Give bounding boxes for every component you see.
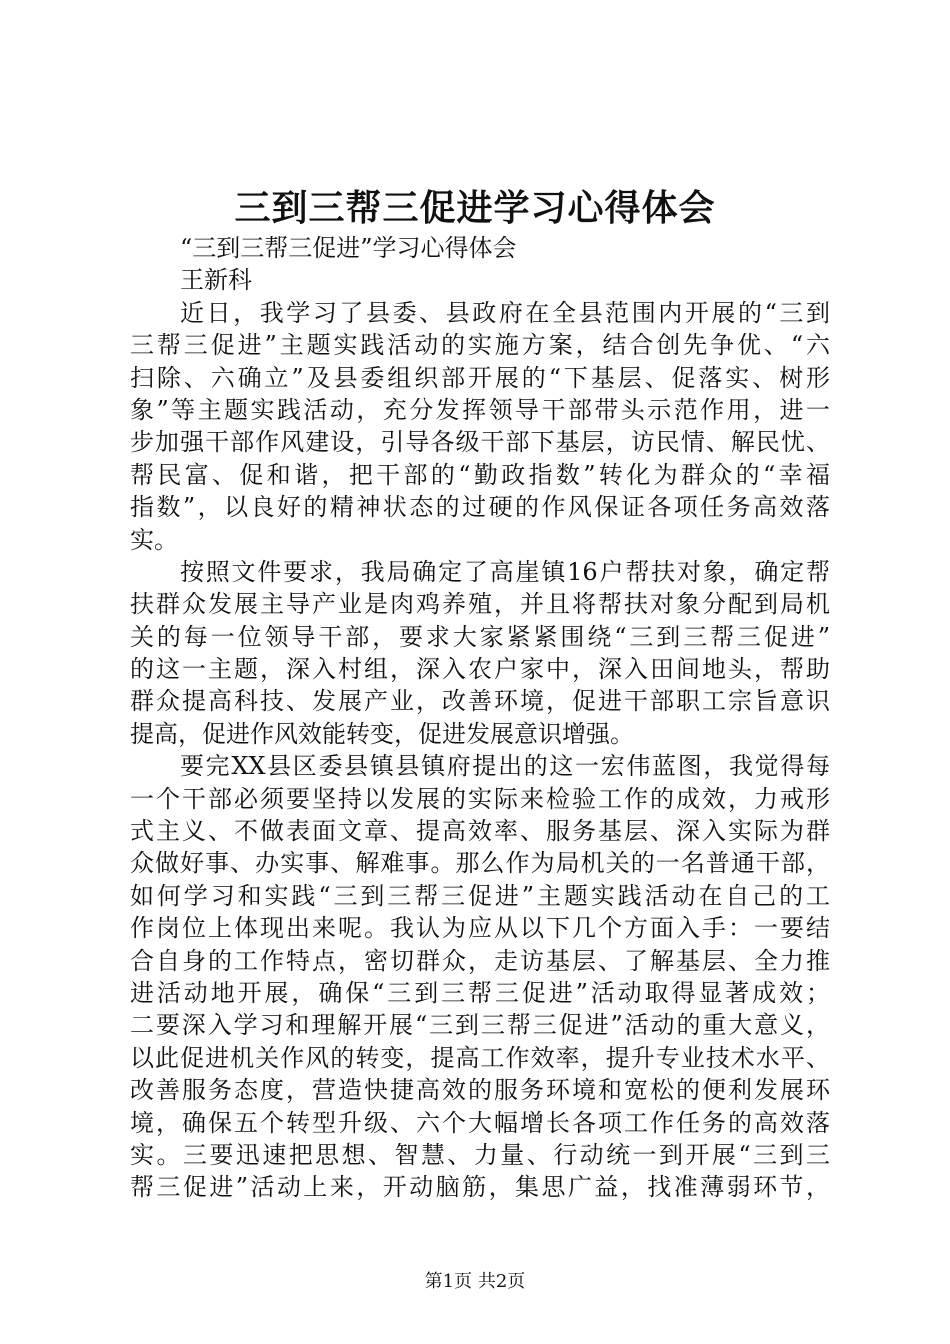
paragraph-3-line-6: 作岗位上体现出来呢。我认为应从以下几个方面入手：一要结	[130, 914, 830, 943]
paragraph-3-line-11: 改善服务态度，营造快捷高效的服务环境和宽松的便利发展环	[130, 1076, 830, 1105]
document-author: 王新科	[180, 266, 252, 295]
paragraph-3-line-8: 进活动地开展，确保“三到三帮三促进”活动取得显著成效；	[130, 978, 830, 1007]
paragraph-3-line-9: 二要深入学习和理解开展“三到三帮三促进”活动的重大意义，	[130, 1011, 830, 1040]
document-body	[130, 232, 830, 1204]
paragraph-1-line-7: 指数”，以良好的精神状态的过硬的作风保证各项任务高效落	[130, 493, 830, 522]
paragraph-1-line-1: 近日，我学习了县委、县政府在全县范围内开展的“三到	[180, 298, 830, 327]
page-number-indicator: 第1页 共2页	[424, 1271, 526, 1292]
paragraph-1-line-6: 帮民富、促和谐，把干部的“勤政指数”转化为群众的“幸福	[130, 460, 830, 489]
paragraph-2-line-1: 按照文件要求，我局确定了高崖镇16户帮扶对象，确定帮	[180, 557, 830, 586]
paragraph-3-line-3: 式主义、不做表面文章、提高效率、服务基层、深入实际为群	[130, 817, 830, 846]
paragraph-3-line-2: 一个干部必须要坚持以发展的实际来检验工作的成效，力戒形	[130, 784, 830, 813]
paragraph-2-line-2: 扶群众发展主导产业是肉鸡养殖，并且将帮扶对象分配到局机	[130, 590, 830, 619]
paragraph-3-line-4: 众做好事、办实事、解难事。那么作为局机关的一名普通干部，	[130, 849, 830, 878]
paragraph-3-line-12: 境，确保五个转型升级、六个大幅增长各项工作任务的高效落	[130, 1108, 830, 1137]
page-footer	[0, 1270, 950, 1294]
paragraph-1-line-3: 扫除、六确立”及县委组织部开展的“下基层、促落实、树形	[130, 363, 830, 392]
paragraph-3-line-5: 如何学习和实践“三到三帮三促进”主题实践活动在自己的工	[130, 881, 830, 910]
paragraph-3-line-10: 以此促进机关作风的转变，提高工作效率，提升专业技术水平、	[130, 1043, 830, 1072]
paragraph-2-line-3: 关的每一位领导干部，要求大家紧紧围绕“三到三帮三促进”	[130, 622, 830, 651]
paragraph-2-line-5: 群众提高科技、发展产业，改善环境，促进干部职工宗旨意识	[130, 687, 830, 716]
paragraph-1-line-5: 步加强干部作风建设，引导各级干部下基层，访民情、解民忧、	[130, 428, 830, 457]
paragraph-3-line-13: 实。三要迅速把思想、智慧、力量、行动统一到开展“三到三	[130, 1140, 830, 1169]
document-title: 三到三帮三促进学习心得体会	[234, 187, 716, 229]
paragraph-2-line-6: 提高，促进作风效能转变，促进发展意识增强。	[130, 719, 634, 748]
paragraph-3-line-14: 帮三促进”活动上来，开动脑筋，集思广益，找准薄弱环节，	[130, 1173, 830, 1202]
paragraph-3-line-7: 合自身的工作特点，密切群众，走访基层、了解基层、全力推	[130, 946, 830, 975]
paragraph-1-line-4: 象”等主题实践活动，充分发挥领导干部带头示范作用，进一	[130, 395, 830, 424]
paragraph-2-line-4: 的这一主题，深入村组，深入农户家中，深入田间地头，帮助	[130, 655, 830, 684]
document-subtitle: “三到三帮三促进”学习心得体会	[180, 234, 517, 262]
paragraph-3-line-1: 要完XX县区委县镇县镇府提出的这一宏伟蓝图，我觉得每	[180, 752, 830, 781]
paragraph-1-line-2: 三帮三促进”主题实践活动的实施方案，结合创先争优、“六	[130, 331, 830, 360]
paragraph-1-line-8: 实。	[130, 525, 178, 554]
